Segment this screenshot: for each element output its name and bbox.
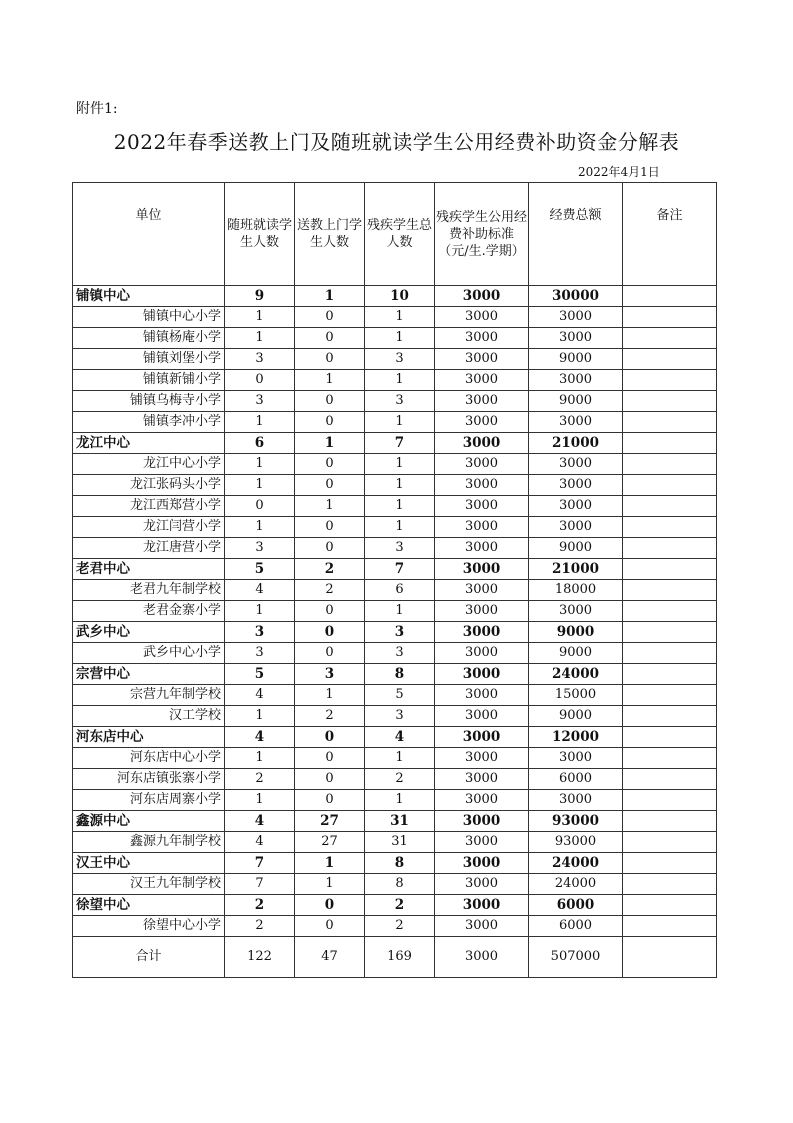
- cell-standard: 3000: [435, 412, 529, 433]
- cell-regular: 4: [225, 832, 295, 853]
- cell-note: [623, 307, 717, 328]
- school-row: [73, 580, 717, 601]
- cell-note: [623, 853, 717, 874]
- cell-total-funds: 93000: [529, 811, 623, 832]
- cell-unit-name: 武乡中心: [73, 622, 225, 643]
- cell-home: 0: [295, 643, 365, 664]
- cell-unit-name: 铺镇新铺小学: [73, 370, 225, 391]
- cell-total-funds: 21000: [529, 433, 623, 454]
- cell-standard: 3000: [435, 559, 529, 580]
- cell-disabled: 8: [365, 664, 435, 685]
- cell-note: [623, 790, 717, 811]
- cell-note: [623, 685, 717, 706]
- cell-regular: 9: [225, 286, 295, 307]
- center-row: [73, 622, 717, 643]
- cell-note: [623, 832, 717, 853]
- cell-home: 2: [295, 706, 365, 727]
- cell-total-funds: 24000: [529, 664, 623, 685]
- cell-regular: 3: [225, 538, 295, 559]
- cell-regular: 4: [225, 685, 295, 706]
- cell-home: 0: [295, 916, 365, 937]
- cell-disabled: 1: [365, 790, 435, 811]
- cell-standard: 3000: [435, 391, 529, 412]
- cell-disabled: 5: [365, 685, 435, 706]
- cell-unit-name: 铺镇中心: [73, 286, 225, 307]
- cell-total-funds: 3000: [529, 328, 623, 349]
- document-title: 2022年春季送教上门及随班就读学生公用经费补助资金分解表: [113, 130, 680, 154]
- cell-unit-name: 龙江张码头小学: [73, 475, 225, 496]
- school-row: [73, 769, 717, 790]
- cell-standard: 3000: [435, 853, 529, 874]
- cell-unit-name: 龙江唐营小学: [73, 538, 225, 559]
- cell-total-funds: 24000: [529, 874, 623, 895]
- school-row: [73, 412, 717, 433]
- cell-total-funds: 3000: [529, 517, 623, 538]
- cell-disabled: 3: [365, 706, 435, 727]
- cell-total-funds: 24000: [529, 853, 623, 874]
- total-note: [623, 937, 717, 978]
- cell-home: 0: [295, 601, 365, 622]
- cell-note: [623, 811, 717, 832]
- cell-disabled: 1: [365, 412, 435, 433]
- cell-regular: 3: [225, 391, 295, 412]
- cell-total-funds: 9000: [529, 349, 623, 370]
- cell-unit-name: 铺镇李冲小学: [73, 412, 225, 433]
- cell-unit-name: 鑫源中心: [73, 811, 225, 832]
- table-header-row: [73, 183, 717, 286]
- cell-standard: 3000: [435, 433, 529, 454]
- cell-disabled: 31: [365, 832, 435, 853]
- cell-standard: 3000: [435, 832, 529, 853]
- cell-disabled: 1: [365, 517, 435, 538]
- cell-note: [623, 601, 717, 622]
- cell-home: 1: [295, 874, 365, 895]
- cell-regular: 3: [225, 643, 295, 664]
- cell-home: 2: [295, 580, 365, 601]
- total-row: [73, 937, 717, 978]
- header-regular-students: 随班就读学生人数: [225, 183, 295, 286]
- school-row: [73, 706, 717, 727]
- cell-note: [623, 643, 717, 664]
- cell-disabled: 3: [365, 622, 435, 643]
- cell-standard: 3000: [435, 496, 529, 517]
- cell-regular: 7: [225, 874, 295, 895]
- cell-unit-name: 武乡中心小学: [73, 643, 225, 664]
- cell-total-funds: 6000: [529, 895, 623, 916]
- total-funds: 507000: [529, 937, 623, 978]
- school-row: [73, 685, 717, 706]
- header-note: 备注: [623, 183, 717, 286]
- total-regular: 122: [225, 937, 295, 978]
- cell-disabled: 7: [365, 559, 435, 580]
- cell-standard: 3000: [435, 286, 529, 307]
- cell-disabled: 3: [365, 349, 435, 370]
- cell-disabled: 1: [365, 475, 435, 496]
- cell-total-funds: 3000: [529, 748, 623, 769]
- cell-total-funds: 3000: [529, 307, 623, 328]
- center-row: [73, 853, 717, 874]
- cell-home: 3: [295, 664, 365, 685]
- cell-disabled: 2: [365, 916, 435, 937]
- cell-note: [623, 580, 717, 601]
- cell-regular: 1: [225, 748, 295, 769]
- cell-regular: 7: [225, 853, 295, 874]
- school-row: [73, 748, 717, 769]
- cell-regular: 1: [225, 517, 295, 538]
- center-row: [73, 559, 717, 580]
- cell-standard: 3000: [435, 349, 529, 370]
- total-home: 47: [295, 937, 365, 978]
- school-row: [73, 601, 717, 622]
- cell-home: 1: [295, 370, 365, 391]
- school-row: [73, 916, 717, 937]
- cell-regular: 1: [225, 328, 295, 349]
- cell-disabled: 8: [365, 874, 435, 895]
- cell-note: [623, 412, 717, 433]
- school-row: [73, 517, 717, 538]
- cell-regular: 0: [225, 496, 295, 517]
- cell-regular: 5: [225, 559, 295, 580]
- cell-home: 0: [295, 475, 365, 496]
- cell-note: [623, 496, 717, 517]
- school-row: [73, 328, 717, 349]
- cell-home: 0: [295, 790, 365, 811]
- cell-home: 1: [295, 286, 365, 307]
- cell-regular: 0: [225, 370, 295, 391]
- header-disabled-total: 残疾学生总人数: [365, 183, 435, 286]
- cell-regular: 1: [225, 475, 295, 496]
- cell-total-funds: 9000: [529, 538, 623, 559]
- cell-unit-name: 龙江闫营小学: [73, 517, 225, 538]
- school-row: [73, 496, 717, 517]
- cell-disabled: 1: [365, 370, 435, 391]
- cell-note: [623, 622, 717, 643]
- cell-standard: 3000: [435, 454, 529, 475]
- school-row: [73, 832, 717, 853]
- cell-unit-name: 铺镇中心小学: [73, 307, 225, 328]
- total-standard: 3000: [435, 937, 529, 978]
- cell-regular: 1: [225, 412, 295, 433]
- cell-unit-name: 龙江中心: [73, 433, 225, 454]
- cell-home: 0: [295, 538, 365, 559]
- cell-total-funds: 6000: [529, 916, 623, 937]
- cell-standard: 3000: [435, 916, 529, 937]
- attachment-label: 附件1:: [76, 101, 118, 117]
- cell-unit-name: 河东店镇张寨小学: [73, 769, 225, 790]
- cell-total-funds: 93000: [529, 832, 623, 853]
- cell-unit-name: 龙江中心小学: [73, 454, 225, 475]
- cell-total-funds: 3000: [529, 454, 623, 475]
- cell-disabled: 1: [365, 307, 435, 328]
- cell-unit-name: 铺镇刘堡小学: [73, 349, 225, 370]
- cell-unit-name: 汉王中心: [73, 853, 225, 874]
- cell-disabled: 3: [365, 538, 435, 559]
- cell-note: [623, 454, 717, 475]
- cell-unit-name: 鑫源九年制学校: [73, 832, 225, 853]
- cell-disabled: 3: [365, 391, 435, 412]
- cell-note: [623, 328, 717, 349]
- cell-standard: 3000: [435, 580, 529, 601]
- cell-home: 0: [295, 454, 365, 475]
- cell-home: 0: [295, 622, 365, 643]
- school-row: [73, 874, 717, 895]
- cell-home: 1: [295, 433, 365, 454]
- cell-home: 27: [295, 832, 365, 853]
- school-row: [73, 454, 717, 475]
- header-unit: 单位: [73, 183, 225, 286]
- cell-standard: 3000: [435, 727, 529, 748]
- cell-home: 0: [295, 895, 365, 916]
- cell-standard: 3000: [435, 769, 529, 790]
- cell-total-funds: 30000: [529, 286, 623, 307]
- cell-total-funds: 3000: [529, 601, 623, 622]
- cell-note: [623, 559, 717, 580]
- cell-regular: 1: [225, 706, 295, 727]
- cell-standard: 3000: [435, 874, 529, 895]
- cell-standard: 3000: [435, 370, 529, 391]
- cell-home: 0: [295, 328, 365, 349]
- table-body: [73, 286, 717, 937]
- cell-note: [623, 475, 717, 496]
- cell-standard: 3000: [435, 790, 529, 811]
- cell-note: [623, 286, 717, 307]
- cell-note: [623, 538, 717, 559]
- cell-note: [623, 517, 717, 538]
- cell-note: [623, 727, 717, 748]
- cell-disabled: 2: [365, 769, 435, 790]
- cell-note: [623, 916, 717, 937]
- cell-unit-name: 汉王九年制学校: [73, 874, 225, 895]
- cell-regular: 1: [225, 790, 295, 811]
- cell-disabled: 2: [365, 895, 435, 916]
- cell-unit-name: 龙江西郑营小学: [73, 496, 225, 517]
- cell-standard: 3000: [435, 664, 529, 685]
- cell-note: [623, 874, 717, 895]
- cell-disabled: 1: [365, 748, 435, 769]
- cell-disabled: 10: [365, 286, 435, 307]
- school-row: [73, 307, 717, 328]
- cell-disabled: 1: [365, 328, 435, 349]
- cell-home: 0: [295, 349, 365, 370]
- cell-standard: 3000: [435, 517, 529, 538]
- cell-total-funds: 9000: [529, 706, 623, 727]
- funding-table: [72, 182, 717, 978]
- cell-home: 0: [295, 727, 365, 748]
- cell-regular: 2: [225, 895, 295, 916]
- cell-standard: 3000: [435, 538, 529, 559]
- cell-unit-name: 老君九年制学校: [73, 580, 225, 601]
- cell-total-funds: 18000: [529, 580, 623, 601]
- cell-regular: 3: [225, 349, 295, 370]
- cell-home: 27: [295, 811, 365, 832]
- cell-note: [623, 895, 717, 916]
- cell-total-funds: 6000: [529, 769, 623, 790]
- cell-total-funds: 3000: [529, 496, 623, 517]
- cell-note: [623, 706, 717, 727]
- cell-total-funds: 3000: [529, 412, 623, 433]
- cell-regular: 1: [225, 454, 295, 475]
- cell-unit-name: 铺镇杨庵小学: [73, 328, 225, 349]
- cell-unit-name: 铺镇乌梅寺小学: [73, 391, 225, 412]
- cell-disabled: 3: [365, 643, 435, 664]
- cell-regular: 6: [225, 433, 295, 454]
- cell-home: 0: [295, 307, 365, 328]
- cell-standard: 3000: [435, 706, 529, 727]
- cell-standard: 3000: [435, 685, 529, 706]
- cell-note: [623, 748, 717, 769]
- cell-standard: 3000: [435, 307, 529, 328]
- cell-disabled: 4: [365, 727, 435, 748]
- cell-home: 0: [295, 769, 365, 790]
- cell-disabled: 31: [365, 811, 435, 832]
- cell-home: 0: [295, 517, 365, 538]
- cell-home: 1: [295, 685, 365, 706]
- cell-regular: 4: [225, 811, 295, 832]
- cell-unit-name: 徐望中心: [73, 895, 225, 916]
- cell-total-funds: 15000: [529, 685, 623, 706]
- center-row: [73, 895, 717, 916]
- cell-regular: 3: [225, 622, 295, 643]
- total-disabled: 169: [365, 937, 435, 978]
- school-row: [73, 643, 717, 664]
- cell-unit-name: 宗营九年制学校: [73, 685, 225, 706]
- cell-disabled: 8: [365, 853, 435, 874]
- cell-total-funds: 12000: [529, 727, 623, 748]
- cell-disabled: 1: [365, 601, 435, 622]
- cell-unit-name: 宗营中心: [73, 664, 225, 685]
- cell-total-funds: 3000: [529, 790, 623, 811]
- cell-note: [623, 370, 717, 391]
- cell-disabled: 7: [365, 433, 435, 454]
- cell-standard: 3000: [435, 748, 529, 769]
- cell-regular: 4: [225, 727, 295, 748]
- cell-regular: 1: [225, 601, 295, 622]
- cell-home: 2: [295, 559, 365, 580]
- cell-unit-name: 河东店中心小学: [73, 748, 225, 769]
- center-row: [73, 811, 717, 832]
- cell-note: [623, 349, 717, 370]
- cell-unit-name: 河东店中心: [73, 727, 225, 748]
- cell-standard: 3000: [435, 643, 529, 664]
- cell-standard: 3000: [435, 811, 529, 832]
- school-row: [73, 790, 717, 811]
- cell-home: 0: [295, 412, 365, 433]
- cell-standard: 3000: [435, 475, 529, 496]
- cell-home: 1: [295, 853, 365, 874]
- cell-note: [623, 769, 717, 790]
- cell-disabled: 6: [365, 580, 435, 601]
- cell-unit-name: 徐望中心小学: [73, 916, 225, 937]
- cell-total-funds: 21000: [529, 559, 623, 580]
- cell-standard: 3000: [435, 622, 529, 643]
- cell-disabled: 1: [365, 496, 435, 517]
- header-home-students: 送教上门学生人数: [295, 183, 365, 286]
- total-label: 合计: [73, 937, 225, 978]
- cell-total-funds: 3000: [529, 475, 623, 496]
- cell-note: [623, 391, 717, 412]
- document-date: 2022年4月1日: [578, 165, 660, 179]
- cell-regular: 2: [225, 916, 295, 937]
- center-row: [73, 664, 717, 685]
- cell-standard: 3000: [435, 328, 529, 349]
- cell-home: 0: [295, 748, 365, 769]
- cell-home: 1: [295, 496, 365, 517]
- header-total-funds: 经费总额: [529, 183, 623, 286]
- cell-total-funds: 3000: [529, 370, 623, 391]
- cell-total-funds: 9000: [529, 622, 623, 643]
- cell-regular: 1: [225, 307, 295, 328]
- cell-unit-name: 老君金寨小学: [73, 601, 225, 622]
- cell-unit-name: 老君中心: [73, 559, 225, 580]
- header-standard: 残疾学生公用经费补助标准（元/生.学期）: [435, 183, 529, 286]
- cell-unit-name: 河东店周寨小学: [73, 790, 225, 811]
- school-row: [73, 391, 717, 412]
- cell-regular: 2: [225, 769, 295, 790]
- cell-regular: 4: [225, 580, 295, 601]
- cell-home: 0: [295, 391, 365, 412]
- cell-total-funds: 9000: [529, 643, 623, 664]
- center-row: [73, 433, 717, 454]
- cell-regular: 5: [225, 664, 295, 685]
- school-row: [73, 538, 717, 559]
- school-row: [73, 475, 717, 496]
- center-row: [73, 286, 717, 307]
- cell-total-funds: 9000: [529, 391, 623, 412]
- school-row: [73, 349, 717, 370]
- cell-unit-name: 汉工学校: [73, 706, 225, 727]
- cell-standard: 3000: [435, 601, 529, 622]
- school-row: [73, 370, 717, 391]
- cell-note: [623, 433, 717, 454]
- center-row: [73, 727, 717, 748]
- cell-standard: 3000: [435, 895, 529, 916]
- cell-note: [623, 664, 717, 685]
- cell-disabled: 1: [365, 454, 435, 475]
